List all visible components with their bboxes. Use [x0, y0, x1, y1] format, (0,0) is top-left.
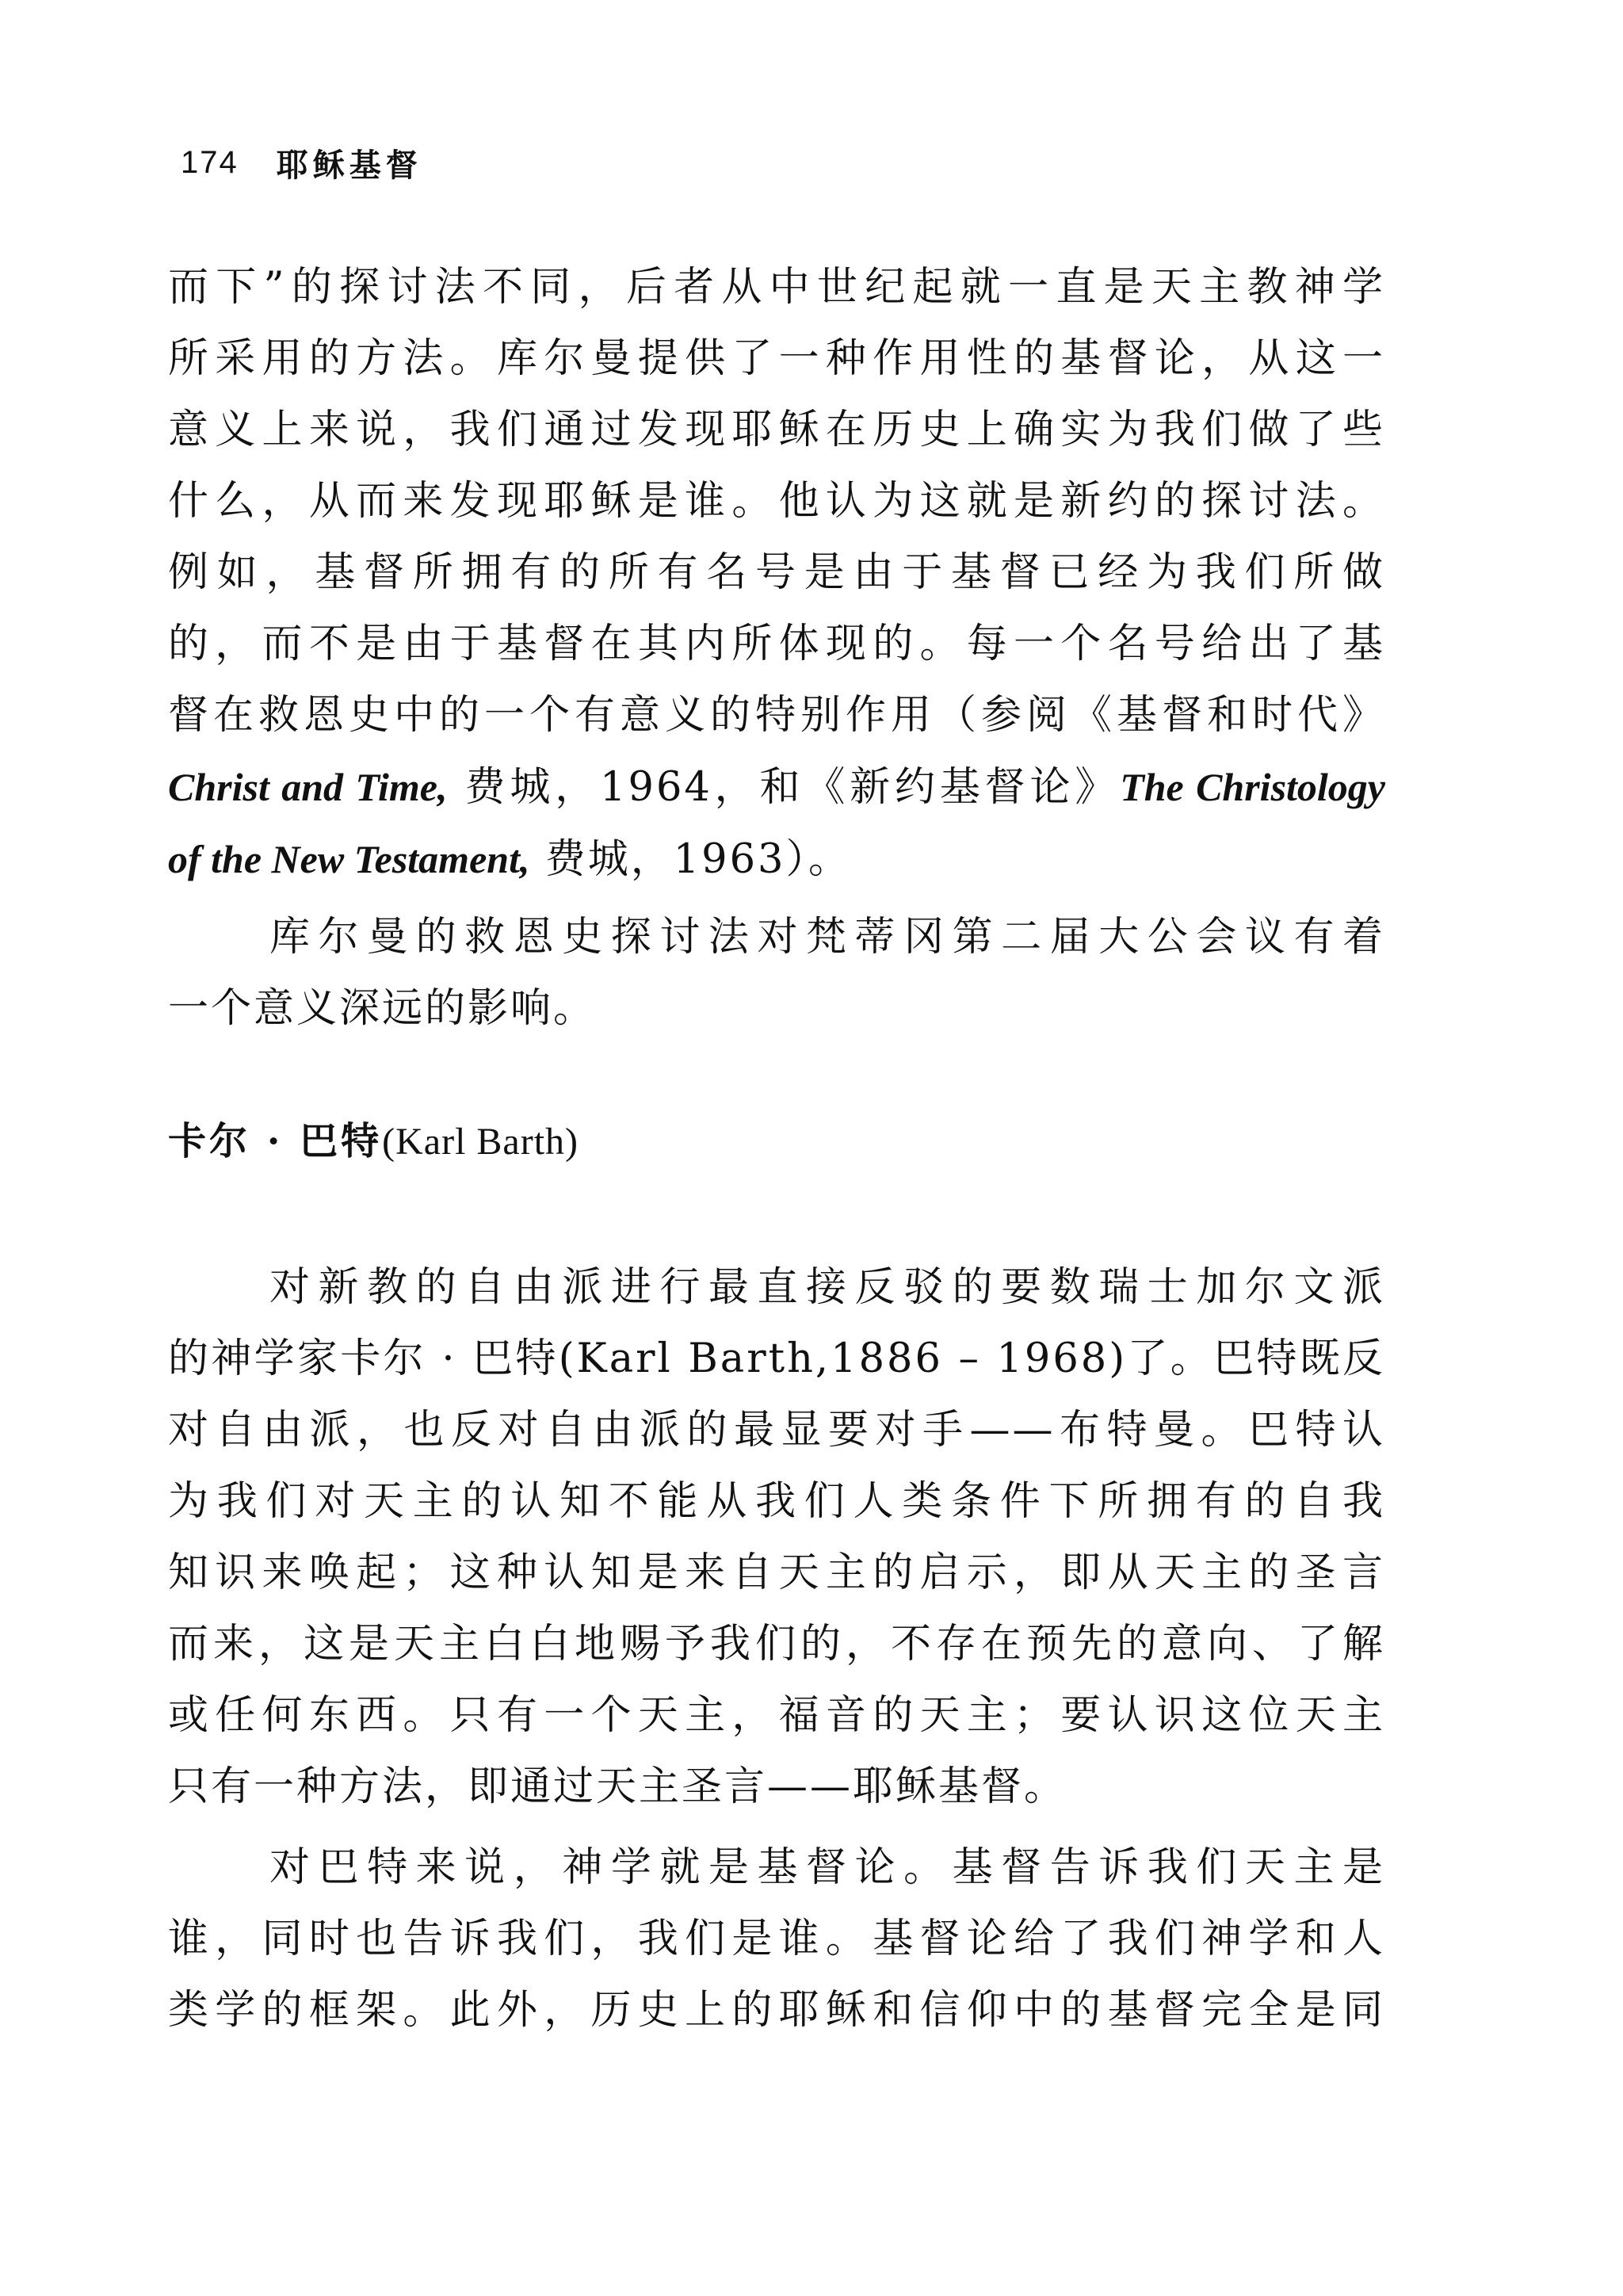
book-title: 耶稣基督: [276, 146, 422, 184]
citation-text: 费城，1963）。: [529, 836, 851, 883]
paragraph-line: 什么，从而来发现耶稣是谁。他认为这就是新约的探讨法。: [168, 478, 1385, 525]
paragraph-line: 而下”的探讨法不同，后者从中世纪起就一直是天主教神学: [168, 264, 1385, 311]
paragraph-line: 意义上来说，我们通过发现耶稣在历史上确实为我们做了些: [168, 407, 1385, 453]
paragraph-1: [168, 252, 1385, 896]
paragraph-line: 对巴特来说，神学就是基督论。基督告诉我们天主是: [269, 1844, 1385, 1891]
section-heading: [168, 1110, 579, 1174]
book-title-english: Christ and Time,: [168, 765, 448, 809]
paragraph-line: 谁，同时也告诉我们，我们是谁。基督论给了我们神学和人: [168, 1916, 1385, 1962]
paragraph-line: [168, 751, 1385, 823]
paragraph-3: [168, 1252, 1385, 1823]
paragraph-line: 的神学家卡尔 · 巴特(Karl Barth,1886 – 1968)了。巴特既反: [168, 1335, 1385, 1382]
paragraph-line: 为我们对天主的认知不能从我们人类条件下所拥有的自我: [168, 1478, 1385, 1525]
citation-text: 费城，1964，和《新约基督论》: [447, 764, 1121, 811]
paragraph-line: 对自由派，也反对自由派的最显要对手——布特曼。巴特认: [168, 1407, 1385, 1454]
paragraph-line: 知识来唤起；这种认知是来自天主的启示，即从天主的圣言: [168, 1549, 1385, 1596]
paragraph-line: 或任何东西。只有一个天主，福音的天主；要认识这位天主: [168, 1692, 1385, 1739]
paragraph-line: 类学的框架。此外，历史上的耶稣和信仰中的基督完全是同: [168, 1987, 1385, 2034]
paragraph-line: 只有一种方法，即通过天主圣言——耶稣基督。: [168, 1763, 1067, 1810]
paragraph-line: 一个意义深远的影响。: [168, 985, 597, 1032]
paragraph-4: [168, 1832, 1385, 2046]
book-title-english: of the New Testament,: [168, 837, 530, 881]
paragraph-line: 督在救恩史中的一个有意义的特别作用（参阅《基督和时代》: [168, 692, 1385, 739]
page-number: 174: [181, 144, 239, 180]
paragraph-line: 对新教的自由派进行最直接反驳的要数瑞士加尔文派: [269, 1264, 1385, 1311]
paragraph-line: 库尔曼的救恩史探讨法对梵蒂冈第二届大公会议有着: [269, 914, 1385, 961]
paragraph-line: 例如，基督所拥有的所有名号是由于基督已经为我们所做: [168, 549, 1385, 596]
paragraph-line: 而来，这是天主白白地赐予我们的，不存在预先的意向、了解: [168, 1621, 1385, 1668]
section-heading-chinese: 卡尔 · 巴特: [168, 1119, 383, 1163]
section-heading-latin: (Karl Barth): [382, 1121, 579, 1163]
paragraph-2: [168, 902, 1385, 1045]
book-title-english: The Christology: [1120, 765, 1386, 809]
paragraph-line: 的，而不是由于基督在其内所体现的。每一个名号给出了基: [168, 621, 1385, 667]
running-head: [181, 139, 422, 186]
paragraph-line: 所采用的方法。库尔曼提供了一种作用性的基督论，从这一: [168, 335, 1385, 382]
paragraph-line: [168, 823, 1385, 896]
